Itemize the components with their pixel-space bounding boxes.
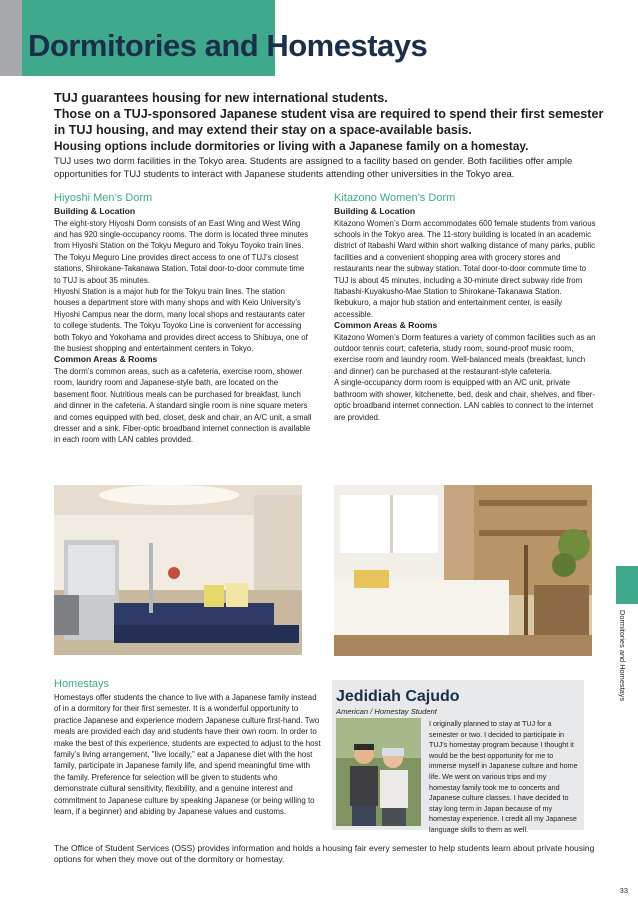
lead-line-3: in TUJ housing, and may extend their stay on a space-available basis. xyxy=(54,123,472,137)
hiyoshi-title: Hiyoshi Men’s Dorm xyxy=(54,192,153,204)
hiyoshi-common-text: The dorm’s common areas, such as a cafeteria, exercise room, shower room, laundry room and Japanese-style bath, are located on the basement floor. Nutritious meals can be purchased for breakfast, lunch and dinner in the cafeteria. A standard single room is nine square meters and comes equipped with bed, closet, desk and chair, an A/C unit, a small dresser and a sink. Fiber-optic broadband internet connection is available in each room with LAN cables provided. xyxy=(54,366,312,445)
kitazono-building-heading: Building & Location xyxy=(334,206,416,216)
chapter-tab-label xyxy=(618,610,627,702)
page-title: Dormitories and Homestays xyxy=(28,28,428,63)
hiyoshi-room-photo xyxy=(54,485,302,655)
chapter-tab xyxy=(616,566,638,604)
chapter-tab-label-text: Dormitories and Homestays xyxy=(618,610,627,702)
kitazono-common-text: Kitazono Women’s Dorm features a variety of common facilities such as an outdoor tennis court, cafeteria, study room, sound-proof music room, exercise room and laundry room. Well-balanced meals (breakfast, lunch and dinner) can be purchased at the restaurant-style cafeteria. xyxy=(334,332,596,376)
testimonial-name: Jedidiah Cajudo xyxy=(336,688,460,705)
testimonial-role: American / Homestay Student xyxy=(336,707,437,716)
housing-options-heading: Housing options include dormitories or living with a Japanese family on a homestay. xyxy=(54,139,529,153)
lead-paragraph xyxy=(54,90,614,138)
kitazono-room-illustration xyxy=(334,485,592,656)
hiyoshi-section xyxy=(54,191,312,446)
lead-line-1: TUJ guarantees housing for new international students. xyxy=(54,91,388,105)
homestays-section xyxy=(54,677,322,817)
homestays-title: Homestays xyxy=(54,678,110,690)
testimonial-photo xyxy=(336,718,421,826)
hiyoshi-building-heading: Building & Location xyxy=(54,206,136,216)
kitazono-room-text: A single-occupancy dorm room is equipped with an A/C unit, private bathroom with shower, kitchenette, bed, desk and chair, shelves, and fiber-optic broadband internet connection. LAN cables to connect to the internet are provided. xyxy=(334,378,595,422)
kitazono-common-heading: Common Areas & Rooms xyxy=(334,320,438,331)
kitazono-section xyxy=(334,191,596,423)
kitazono-title: Kitazono Women’s Dorm xyxy=(334,192,456,204)
hiyoshi-building-text: The eight-story Hiyoshi Dorm consists of an East Wing and West Wing and has 920 single-occupancy rooms. The dorm is located three minutes from Hiyoshi Station on the Tokyu Meguro and Tokyu Toyoko train lines. The Tokyu Meguro Line provides direct access to one of TUJ’s closest stations, Shirokane-Takanawa Station. Total door-to-door commute time to TUJ is about 35 minutes. xyxy=(54,218,309,285)
hiyoshi-room-illustration xyxy=(54,485,302,655)
kitazono-room-photo xyxy=(334,485,592,656)
footer-note: The Office of Student Services (OSS) provides information and holds a housing fair every semester to help students learn about private housing options for when they move out of the dormitory or homestay. xyxy=(54,843,595,864)
hiyoshi-common-heading: Common Areas & Rooms xyxy=(54,354,158,365)
testimonial-quote: I originally planned to stay at TUJ for a semester or two. I decided to participate in TUJ’s homestay program because I thought it would be the best opportunity for me to immerse myself in Japanese culture and home life. We went on various trips and my homestay family took me to concerts and Japanese culture classes. I have decided to stay long term in Japan because of my homestay experience. I credit all my Japanese language skills to them as well. xyxy=(429,719,578,834)
homestays-text: Homestays offer students the chance to live with a Japanese family instead of in a dormitory for their first semester. It is a wonderful opportunity to practice Japanese and experience modern Japanese culture first-hand. Two meals are provided each day and students have their own room. In order to make the best of this experience, students are expected to adjust to the host family’s living arrangement, "live locally," eat a Japanese diet with the host family, participate in Japanese family life, and spend meaningful time with the family. Preference for selection will be given to students who demonstrate cultural sensitivity, flexibility, and a genuine interest and commitment to Japanese culture by speaking Japanese (or being willing to learn, if a beginner) and abiding by Japanese values and customs. xyxy=(54,693,321,817)
page-number: 33 xyxy=(619,886,628,895)
testimonial-photo-illustration xyxy=(336,718,421,826)
header-grey-bar xyxy=(0,0,22,76)
hiyoshi-station-text: Hiyoshi Station is a major hub for the Tokyu train lines. The station houses a department store with many shops and with Keio University’s Hiyoshi Campus near the dorm, many local shops and restaurants cater to college students. The Tokyu Toyoko Line is convenient for accessing both Tokyo and Yokohama and provides direct access to Shibuya, one of the busiest shopping and entertainment centers in Tokyo. xyxy=(54,286,308,353)
kitazono-building-text: Kitazono Women’s Dorm accommodates 600 female students from various schools in the Tokyo area. The 11-story building is located in an academic district of Itabashi Ward within short walking distance of many parks, public facilities and a convenient shopping area with grocery stores and restaurants near the subway station. Total door-to-door commute time to TUJ is about 45 minutes, including a 30-minute direct subway ride from Itabashi-Kuyakusho-Mae Station to Shirokane-Takanawa Station. Ikebukuro, a major hub station and entertainment center, is easily accessible. xyxy=(334,218,596,319)
lead-line-2: Those on a TUJ-sponsored Japanese student visa are required to spend their first semester xyxy=(54,107,604,121)
housing-options-text: TUJ uses two dorm facilities in the Tokyo area. Students are assigned to a facility based on gender. Both facilities offer ample opportunities for TUJ students to interact with Japanese students attending other universities in the Tokyo area. xyxy=(54,155,573,179)
